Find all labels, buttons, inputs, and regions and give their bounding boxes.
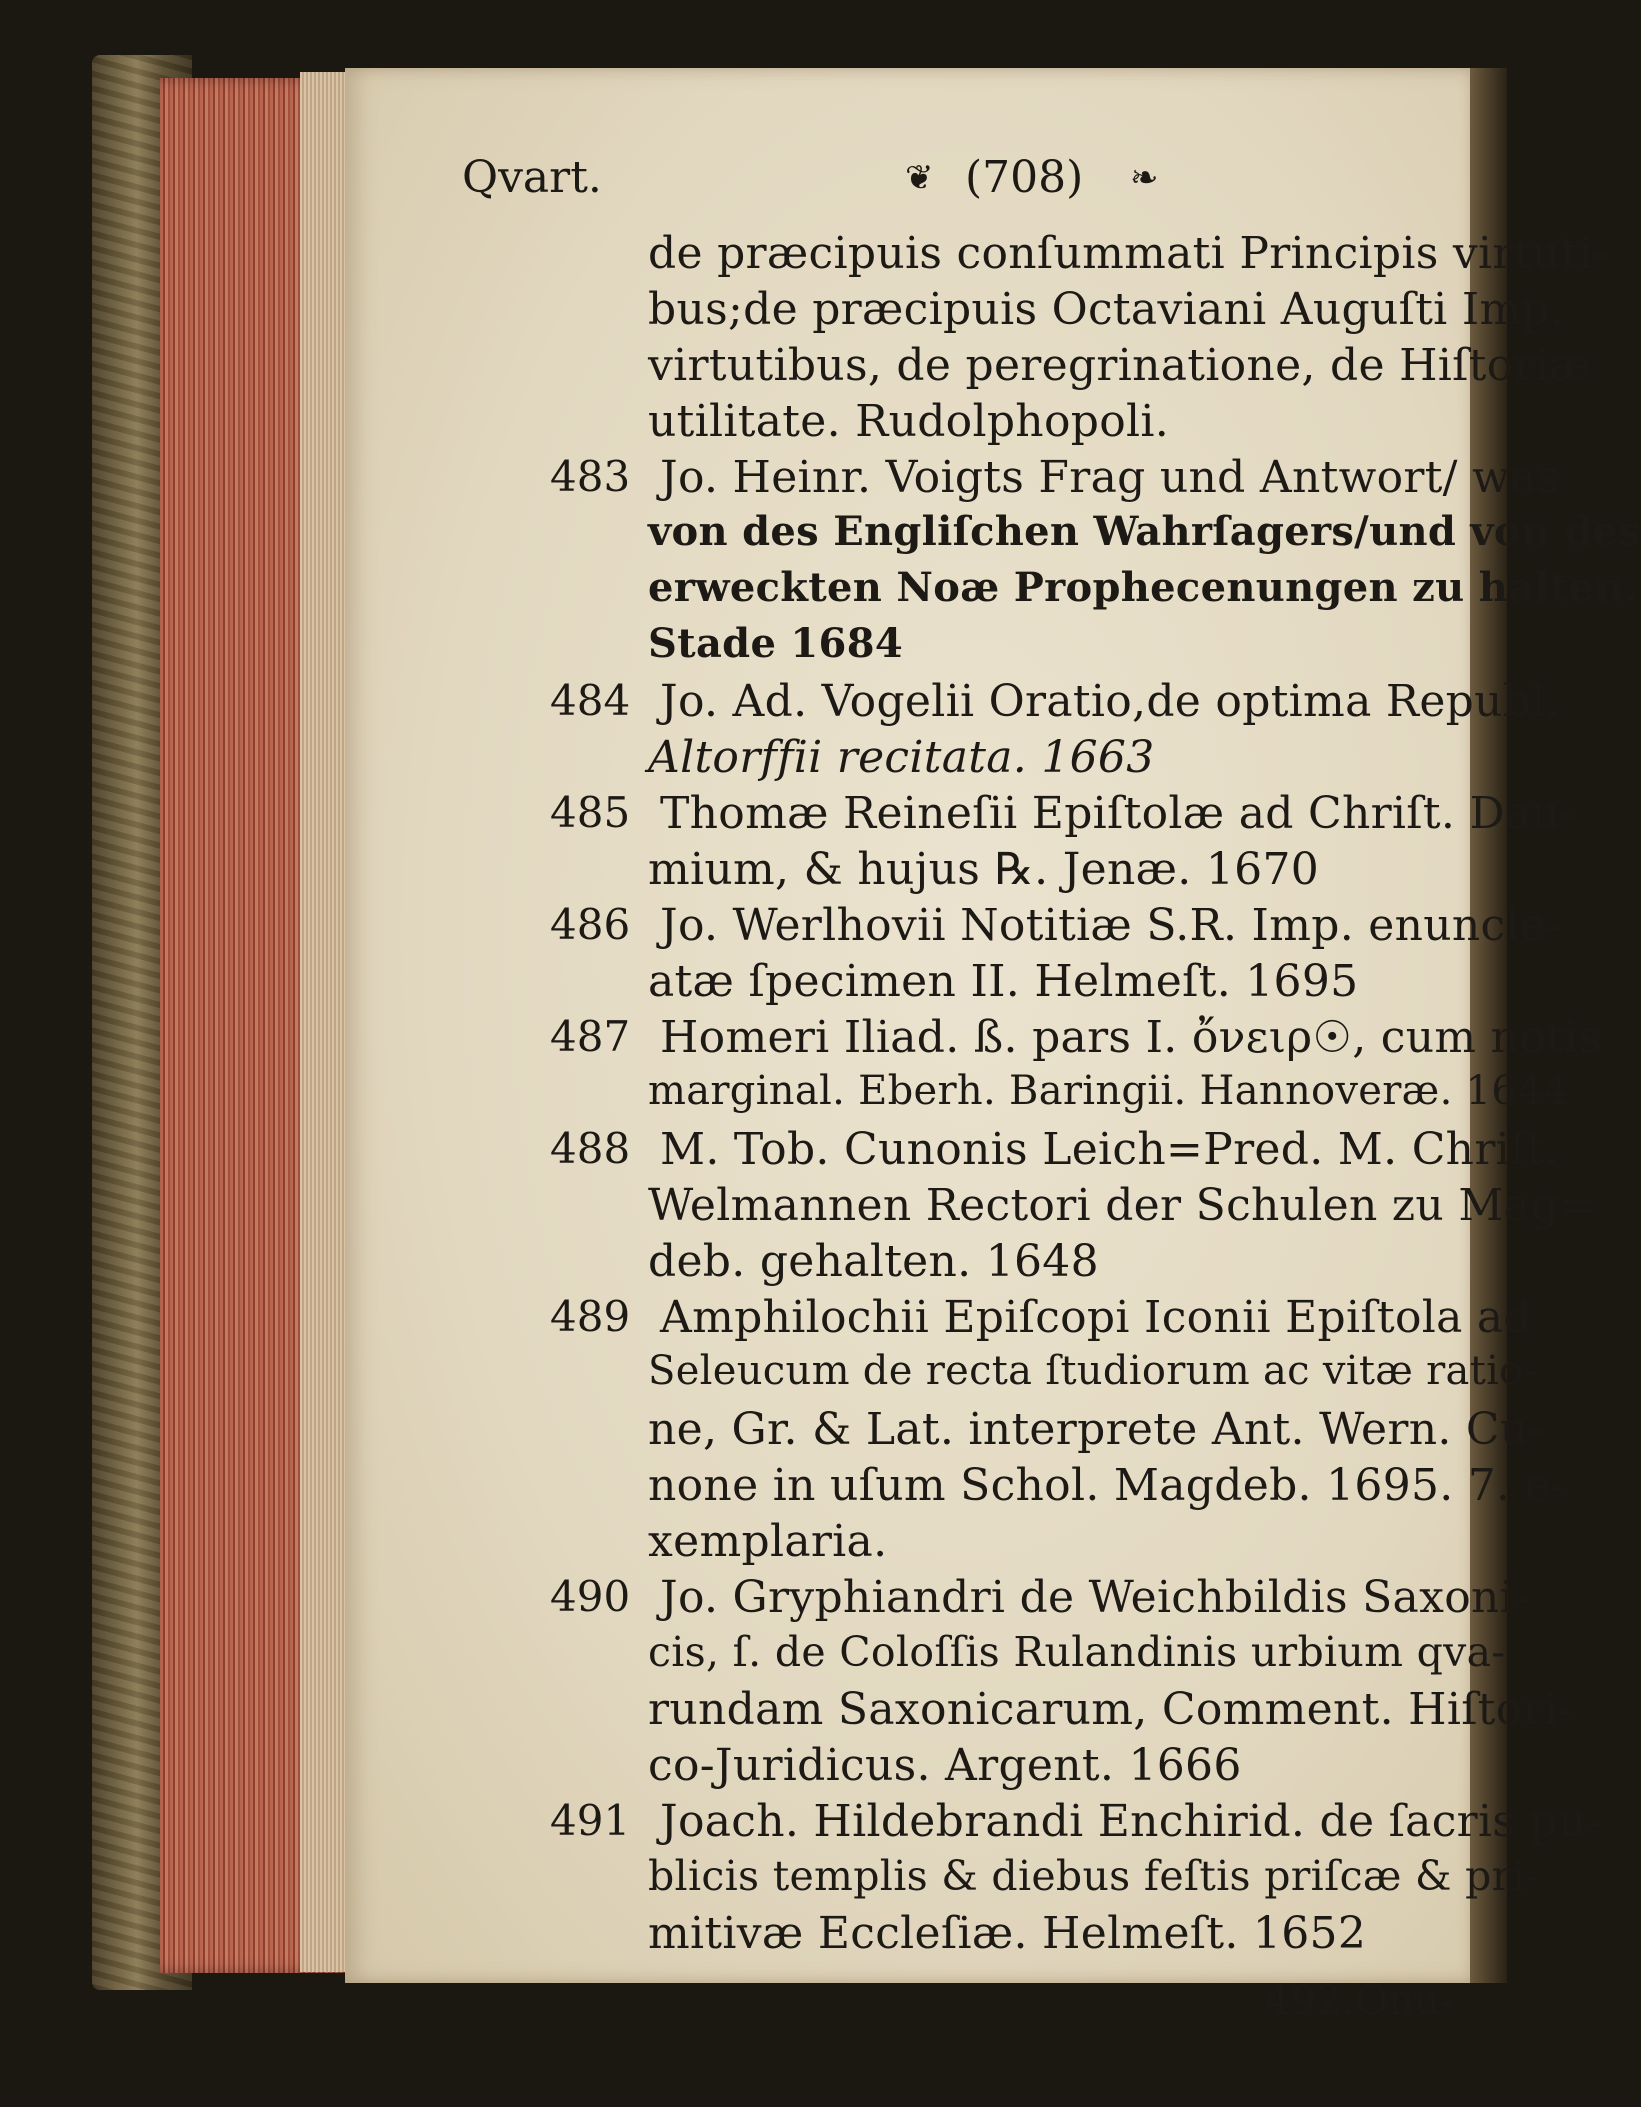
catchword: 492.Onu-: [1265, 1978, 1455, 2024]
entry-line: atæ ſpecimen II. Helmeſt. 1695: [648, 956, 1359, 1007]
entry-line: Amphilochii Epiſcopi Iconii Epiſtola ad: [660, 1292, 1532, 1343]
entry-line: Thomæ Reineſii Epiſtolæ ad Chriſt. Dau-: [660, 788, 1576, 839]
entry-number: 491: [550, 1796, 631, 1845]
page-number: (708): [965, 152, 1084, 203]
running-title: Qvart.: [462, 152, 602, 203]
entry-line: none in uſum Schol. Magdeb. 1695. 7. e-: [648, 1460, 1567, 1511]
entry-number: 489: [550, 1292, 631, 1341]
entry-line: xemplaria.: [648, 1516, 888, 1567]
entry-number: 485: [550, 788, 631, 837]
entry-line: mitivæ Eccleſiæ. Helmeſt. 1652: [648, 1908, 1367, 1959]
entry-line: Joach. Hildebrandi Enchirid. de ſacris pu-: [660, 1796, 1602, 1847]
entry-line: blicis templis & diebus feſtis priſcæ & pri-: [648, 1852, 1540, 1900]
entry-line: erweckten Noæ Prophecenungen zu halten.: [648, 564, 1638, 611]
entry-line: Jo. Heinr. Voigts Frag und Antwort/ was: [660, 452, 1560, 503]
entry-number: 483: [550, 452, 631, 501]
text-line: bus;de præcipuis Octaviani Auguſti Imp.: [648, 284, 1565, 335]
entry-number: 488: [550, 1124, 631, 1173]
entry-line: Altorffii recitata. 1663: [648, 732, 1155, 783]
left-ornament-icon: ❦: [905, 158, 934, 198]
entry-line: marginal. Eberh. Baringii. Hannoveræ. 1644: [648, 1068, 1569, 1114]
entry-number: 487: [550, 1012, 631, 1061]
entry-line: co-Juridicus. Argent. 1666: [648, 1740, 1242, 1791]
entry-line: von des Engliſchen Wahrſagers/und von des: [648, 508, 1641, 555]
entry-line: Seleucum de recta ſtudiorum ac vitæ ratio-: [648, 1348, 1538, 1394]
right-ornament-icon: ❧: [1130, 158, 1159, 198]
entry-line: rundam Saxonicarum, Comment. Hiſtori-: [648, 1684, 1574, 1735]
entry-number: 490: [550, 1572, 631, 1621]
entry-line: Homeri Iliad. ß. pars I. ὄνειρ☉, cum notis: [660, 1012, 1602, 1063]
entry-line: Welmannen Rectori der Schulen zu Mag=: [648, 1180, 1596, 1231]
entry-line: Jo. Werlhovii Notitiæ S.R. Imp. enuncle-: [660, 900, 1562, 951]
text-line: de præcipuis conſummati Principis virtuti-: [648, 228, 1608, 279]
entry-line: Jo. Ad. Vogelii Oratio,de optima Republ.: [660, 676, 1560, 727]
page-stack: [300, 72, 350, 1972]
entry-line: ne, Gr. & Lat. interprete Ant. Wern. Cu-: [648, 1404, 1544, 1455]
entry-line: deb. gehalten. 1648: [648, 1236, 1099, 1287]
text-line: utilitate. Rudolphopoli.: [648, 396, 1170, 447]
entry-line: cis, ſ. de Coloſſis Rulandinis urbium qva-: [648, 1628, 1506, 1676]
entry-number: 484: [550, 676, 631, 725]
entry-line: M. Tob. Cunonis Leich=Pred. M. Chriſt.: [660, 1124, 1559, 1175]
text-line: virtutibus, de peregrinatione, de Hiſtoriæ: [648, 340, 1591, 391]
entry-number: 486: [550, 900, 631, 949]
entry-line: mium, & hujus ℞. Jenæ. 1670: [648, 844, 1320, 895]
entry-line: Stade 1684: [648, 620, 903, 667]
entry-line: Jo. Gryphiandri de Weichbildis Saxoni-: [660, 1572, 1530, 1623]
